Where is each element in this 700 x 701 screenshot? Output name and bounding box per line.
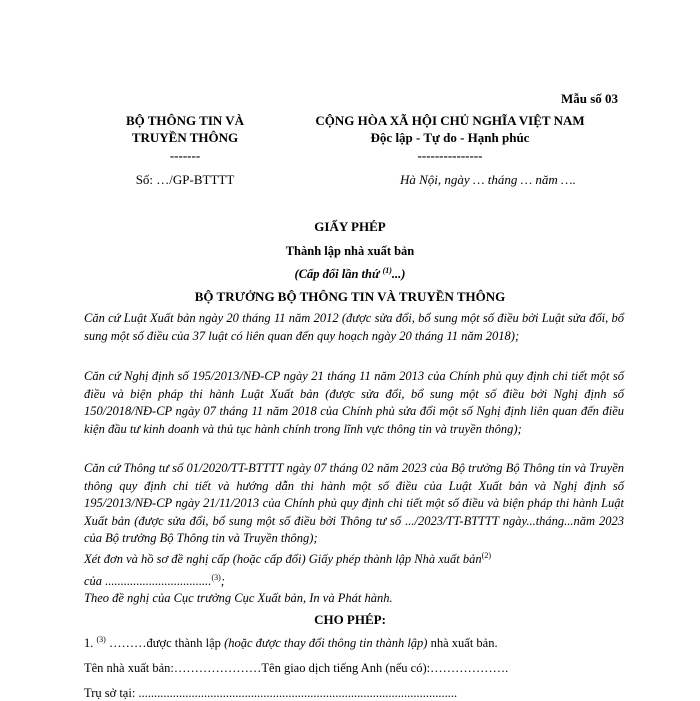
issuing-agency (100, 112, 270, 146)
agency-line-2: TRUYỀN THÔNG (131, 130, 239, 145)
preamble-paragraph-2: Căn cứ Nghị định số 195/2013/NĐ-CP ngày 21 tháng 11 năm 2013 của Chính phủ quy định chi tiết một số điều và biện pháp thi hành Luật Xuất bản (được sửa đổi, bổ sung một số điều bởi Nghị định số 150/2018/NĐ-CP ngày 07 tháng 11 năm 2018 của Chính phủ sửa đổi một số Nghị định liên quan đến điều kiện đầu tư kinh doanh và thủ tục hành chính trong lĩnh vực thông tin và truyền thông); (84, 369, 624, 436)
document-subtitle: Thành lập nhà xuất bản (285, 244, 415, 258)
minister-title: BỘ TRƯỞNG BỘ THÔNG TIN VÀ TRUYỀN THÔNG (194, 289, 506, 304)
nation-motto: Độc lập - Tự do - Hạnh phúc (370, 130, 530, 145)
permit-item-1 (84, 635, 498, 651)
preamble-paragraph-3: Căn cứ Thông tư số 01/2020/TT-BTTTT ngày 07 tháng 02 năm 2023 của Bộ trưởng Bộ Thông tin và Truyền thông quy định chi tiết và hướng dẫn thi hành một số điều của Luật Xuất bản và Nghị định số 195/2013/NĐ-CP ngày 21/11/2013 của Chính phủ quy định chi tiết một số điều và biện pháp thi hành Luật Xuất bản (được sửa đổi, bổ sung một số điều bởi Thông tư số .../2023/TT-BTTTT ngày...tháng...năm 2023 của Bộ trưởng Bộ Thông tin và Truyền thông); (84, 461, 624, 545)
p4-line-2: của .................................. (84, 573, 212, 588)
footnote-ref-2: (2) (481, 551, 491, 560)
item1-prefix: 1. (84, 636, 97, 651)
preamble-paragraph-1: Căn cứ Luật Xuất bản ngày 20 tháng 11 năm 2012 (được sửa đổi, bổ sung một số điều bởi Luật sửa đổi, bổ sung một số điều của 37 luật có liên quan đến quy hoạch ngày 20 tháng 11 năm 2018); (84, 311, 624, 343)
item1-text-a: ………được thành lập (105, 636, 225, 651)
permit-heading: CHO PHÉP: (314, 612, 386, 627)
document-number: Số: …/GP-BTTTT (135, 172, 235, 187)
footnote-ref-1: (1) (382, 266, 392, 275)
headquarters-line: Trụ sở tại: ...................................................................................................... (84, 686, 458, 700)
preamble-paragraph-4 (84, 547, 624, 590)
national-header (290, 112, 610, 146)
agency-line-1: BỘ THÔNG TIN VÀ (125, 113, 245, 128)
nation-name: CỘNG HÒA XÃ HỘI CHỦ NGHĨA VIỆT NAM (315, 113, 585, 128)
p4-text: Xét đơn và hồ sơ đề nghị cấp (hoặc cấp đổi) Giấy phép thành lập Nhà xuất bản (84, 552, 482, 567)
nation-divider: --------------- (417, 148, 483, 163)
reissue-prefix: (Cấp đổi lần thứ (294, 267, 383, 282)
place-date: Hà Nội, ngày … tháng … năm …. (400, 172, 576, 187)
reissue-suffix: ...) (391, 267, 406, 282)
form-number: Mẫu số 03 (560, 91, 618, 106)
preamble-paragraph-5: Theo đề nghị của Cục trưởng Cục Xuất bản, In và Phát hành. (84, 591, 393, 605)
agency-divider: ------- (169, 148, 201, 163)
publisher-name-line: Tên nhà xuất bản:…………………Tên giao dịch tiếng Anh (nếu có):………………. (84, 661, 509, 675)
footnote-ref-item: (3) (96, 635, 106, 644)
footnote-ref-3: (3) (211, 572, 221, 582)
reissue-note (0, 266, 700, 282)
document-title: GIẤY PHÉP (314, 219, 386, 234)
item1-text-b: (hoặc được thay đổi thông tin thành lập) (224, 636, 428, 651)
p4-end: ; (220, 573, 225, 588)
item1-text-c: nhà xuất bản. (427, 636, 498, 651)
